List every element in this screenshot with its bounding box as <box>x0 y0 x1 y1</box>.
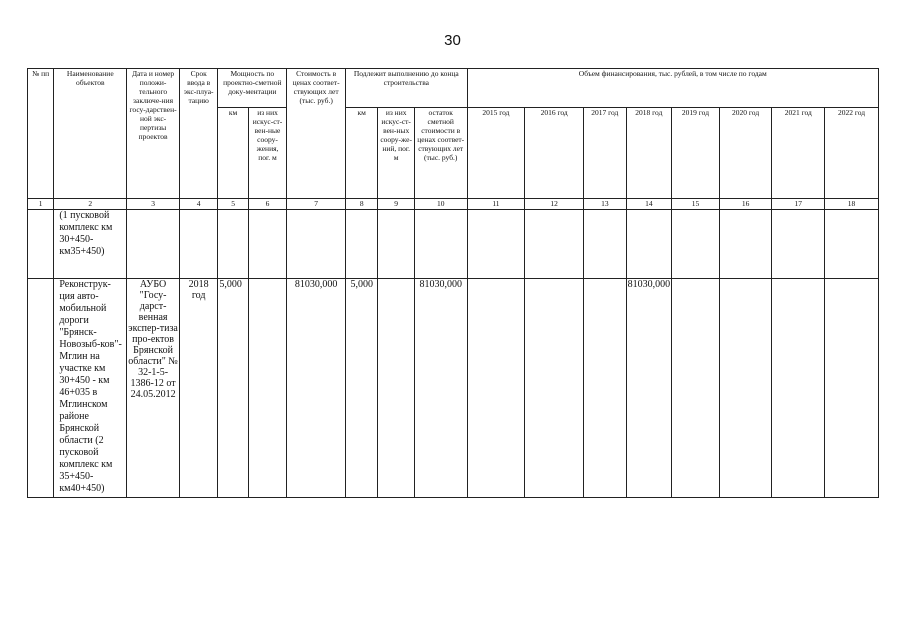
row-year-2021 <box>772 210 825 279</box>
row-power-art <box>248 279 286 498</box>
row-todo-art <box>378 210 414 279</box>
row-year-2016 <box>525 210 584 279</box>
column-number: 11 <box>467 199 525 210</box>
column-number-row <box>28 199 879 210</box>
row-year-2015 <box>467 279 525 498</box>
row-todo-km: 5,000 <box>346 279 378 498</box>
header-finance-group: Объем финансирования, тыс. рублей, в том числе по годам <box>467 69 878 108</box>
header-power-km: км <box>218 108 248 199</box>
row-power-art <box>248 210 286 279</box>
header-name: Наименование объектов <box>54 69 127 199</box>
column-number: 5 <box>218 199 248 210</box>
row-todo-km <box>346 210 378 279</box>
row-todo-art <box>378 279 414 498</box>
header-row-1 <box>28 69 879 108</box>
row-expertise <box>127 210 180 279</box>
row-object-name: Реконструк-ция авто-мобильной дороги "Брянск-Новозыб-ков"-Мглин на участке км 30+450 - км 46+035 в Мглинском районе Брянской области (2 пусковой комплекс км 35+450-км40+450) <box>54 279 127 498</box>
column-number: 1 <box>28 199 54 210</box>
column-number: 16 <box>719 199 772 210</box>
header-num: № пп <box>28 69 54 199</box>
table-row <box>28 210 879 279</box>
header-year: 2019 год <box>672 108 720 199</box>
row-cost: 81030,000 <box>287 279 346 498</box>
column-number: 7 <box>287 199 346 210</box>
column-number: 18 <box>825 199 879 210</box>
header-cost: Стоимость в ценах соответ-ствующих лет (тыс. руб.) <box>287 69 346 199</box>
header-year: 2022 год <box>825 108 879 199</box>
header-year: 2016 год <box>525 108 584 199</box>
header-year: 2018 год <box>626 108 672 199</box>
row-year-2018 <box>626 210 672 279</box>
row-cost <box>287 210 346 279</box>
header-year: 2017 год <box>584 108 627 199</box>
header-expertise: Дата и номер положи-тельного заключе-ния госу-дарствен-ной экс-пертизы проектов <box>127 69 180 199</box>
row-year-2019 <box>672 210 720 279</box>
row-power-km <box>218 210 248 279</box>
column-number: 8 <box>346 199 378 210</box>
row-commission <box>179 210 217 279</box>
header-power-art: из них искус-ст-вен-ные соору-жения, пог. м <box>248 108 286 199</box>
column-number: 6 <box>248 199 286 210</box>
header-todo-art: из них искус-ст-вен-ных соору-же-ний, пог. м <box>378 108 414 199</box>
header-commission: Срок ввода в экс-плуа-тацию <box>179 69 217 199</box>
header-year: 2020 год <box>719 108 772 199</box>
investment-table <box>27 68 879 498</box>
header-todo-km: км <box>346 108 378 199</box>
column-number: 12 <box>525 199 584 210</box>
row-year-2017 <box>584 279 627 498</box>
header-year: 2015 год <box>467 108 525 199</box>
row-num <box>28 279 54 498</box>
row-year-2021 <box>772 279 825 498</box>
header-todo-group: Подлежит выполнению до конца строительства <box>346 69 468 108</box>
column-number: 10 <box>414 199 467 210</box>
row-todo-rest <box>414 210 467 279</box>
page-number: 30 <box>444 32 461 49</box>
row-year-2019 <box>672 279 720 498</box>
column-number: 17 <box>772 199 825 210</box>
column-number: 4 <box>179 199 217 210</box>
header-todo-rest: остаток сметной стоимости в ценах соответ-ствующих лет (тыс. руб.) <box>414 108 467 199</box>
row-commission: 2018 год <box>179 279 217 498</box>
row-expertise: АУБО "Госу-дарст-венная экспер-тиза про-ектов Брянской области" № 32-1-5-1386-12 от 24.05.2012 <box>127 279 180 498</box>
row-year-2016 <box>525 279 584 498</box>
column-number: 9 <box>378 199 414 210</box>
row-year-2020 <box>719 279 772 498</box>
row-year-2015 <box>467 210 525 279</box>
row-object-name: (1 пусковой комплекс км 30+450-км35+450) <box>54 210 127 279</box>
table-row <box>28 279 879 498</box>
row-year-2020 <box>719 210 772 279</box>
column-number: 3 <box>127 199 180 210</box>
column-number: 14 <box>626 199 672 210</box>
header-power-group: Мощность по проектно-сметной доку-ментации <box>218 69 287 108</box>
row-num <box>28 210 54 279</box>
row-year-2022 <box>825 279 879 498</box>
column-number: 13 <box>584 199 627 210</box>
row-year-2017 <box>584 210 627 279</box>
column-number: 15 <box>672 199 720 210</box>
row-power-km: 5,000 <box>218 279 248 498</box>
column-number: 2 <box>54 199 127 210</box>
row-todo-rest: 81030,000 <box>414 279 467 498</box>
row-year-2018: 81030,000 <box>626 279 672 498</box>
header-year: 2021 год <box>772 108 825 199</box>
row-year-2022 <box>825 210 879 279</box>
